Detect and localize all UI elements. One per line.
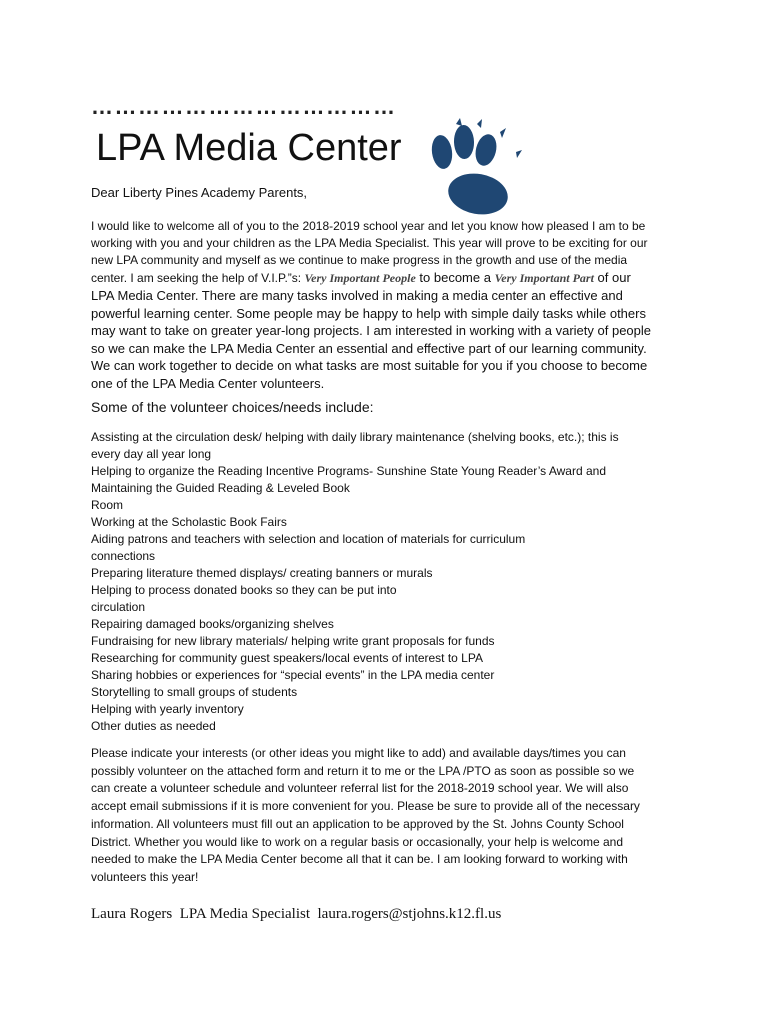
- paw-claw-3: [500, 128, 506, 138]
- intro-line: one of the LPA Media Center volunteers.: [91, 375, 325, 391]
- intro-text: center. I am seeking the help of V.I.P.”s:: [91, 271, 305, 285]
- signature-role: LPA Media Specialist: [179, 906, 310, 922]
- volunteer-item: Room: [91, 498, 124, 512]
- intro-line: I would like to welcome all of you to the 2018-2019 school year and let you know how pleased I am to be: [91, 219, 646, 233]
- volunteer-item: Working at the Scholastic Book Fairs: [91, 515, 287, 529]
- paw-toe-1: [430, 134, 455, 170]
- signature-name: Laura Rogers: [91, 906, 173, 922]
- page-title: LPA Media Center: [96, 127, 402, 169]
- intro-line: new LPA community and myself as we continue to make progress in the growth and use of the media: [91, 253, 628, 267]
- volunteer-item: Sharing hobbies or experiences for “special events” in the LPA media center: [91, 668, 495, 682]
- volunteer-list: [91, 429, 691, 735]
- volunteer-item: Repairing damaged books/organizing shelves: [91, 617, 334, 631]
- volunteer-item: Maintaining the Guided Reading & Leveled Book: [91, 481, 350, 495]
- paw-toe-3: [472, 132, 499, 168]
- closing-line: can create a volunteer schedule and volunteer referral list for the 2018-2019 school year. We will also: [91, 781, 629, 796]
- intro-line: may want to take on greater year-long projects. I am interested in working with a variety of people: [91, 323, 652, 339]
- intro-line: [91, 269, 691, 287]
- intro-text: of our: [593, 270, 631, 285]
- volunteer-item: Fundraising for new library materials/ helping write grant proposals for funds: [91, 634, 495, 648]
- closing-line: possibly volunteer on the attached form and return it to me or the LPA /PTO as soon as possible so we: [91, 763, 635, 778]
- closing-paragraph: [91, 745, 691, 887]
- volunteer-item: circulation: [91, 600, 146, 614]
- closing-line: Please indicate your interests (or other ideas you might like to add) and available days/times you can: [91, 746, 626, 760]
- volunteer-item: Assisting at the circulation desk/ helping with daily library maintenance (shelving books, etc.); this is: [91, 430, 619, 444]
- closing-line: accept email submissions if it is more convenient for you. Please be sure to provide all of the necessary: [91, 799, 640, 814]
- volunteer-item: Preparing literature themed displays/ creating banners or murals: [91, 566, 433, 580]
- paw-pad: [445, 169, 511, 218]
- intro-line: powerful learning center. Some people may be happy to help with simple daily tasks while others: [91, 305, 646, 321]
- closing-line: District. Whether you would like to work on a regular basis or occasionally, your help is welcome and: [91, 834, 624, 849]
- intro-line: so we can make the LPA Media Center an essential and effective part of our learning community.: [91, 340, 647, 356]
- closing-line: volunteers this year!: [91, 869, 199, 884]
- volunteer-item: every day all year long: [91, 447, 212, 461]
- dotted-rule: …………………………………: [91, 94, 397, 119]
- intro-line: working with you and your children as the LPA Media Specialist. This year will prove to be exciting for our: [91, 236, 648, 250]
- paw-print-icon: [422, 118, 524, 218]
- intro-line: LPA Media Center. There are many tasks involved in making a media center an effective and: [91, 288, 623, 303]
- closing-line: needed to make the LPA Media Center become all that it can be. I am looking forward to working with: [91, 852, 628, 867]
- volunteer-item: Aiding patrons and teachers with selection and location of materials for curriculum: [91, 532, 526, 546]
- volunteer-item: Helping to organize the Reading Incentive Programs- Sunshine State Young Reader’s Award and: [91, 464, 607, 478]
- paw-toe-2: [453, 125, 474, 160]
- paw-claw-2: [477, 119, 482, 128]
- volunteer-item: Helping to process donated books so they can be put into: [91, 583, 397, 597]
- paw-claw-1: [456, 118, 462, 126]
- volunteer-item: Researching for community guest speakers/local events of interest to LPA: [91, 651, 483, 665]
- closing-line: information. All volunteers must fill out an application to be approved by the St. Johns County School: [91, 816, 624, 831]
- emphasis-text: Very Important People: [304, 271, 416, 285]
- intro-line: We can work together to decide on what tasks are most suitable for you if you choose to become: [91, 358, 648, 374]
- salutation: Dear Liberty Pines Academy Parents,: [91, 185, 308, 200]
- intro-text: to become a: [415, 270, 495, 285]
- paw-claw-4: [516, 150, 522, 158]
- emphasis-text: Very Important Part: [494, 271, 594, 285]
- volunteer-item: Other duties as needed: [91, 719, 216, 733]
- volunteer-item: connections: [91, 549, 156, 563]
- signature-email[interactable]: laura.rogers@stjohns.k12.fl.us: [317, 906, 502, 922]
- intro-paragraph: [91, 218, 691, 393]
- volunteer-heading: Some of the volunteer choices/needs include:: [91, 399, 374, 415]
- volunteer-item: Storytelling to small groups of students: [91, 685, 298, 699]
- volunteer-item: Helping with yearly inventory: [91, 702, 244, 716]
- signature-line: [91, 904, 501, 924]
- paw-shapes: [430, 118, 522, 218]
